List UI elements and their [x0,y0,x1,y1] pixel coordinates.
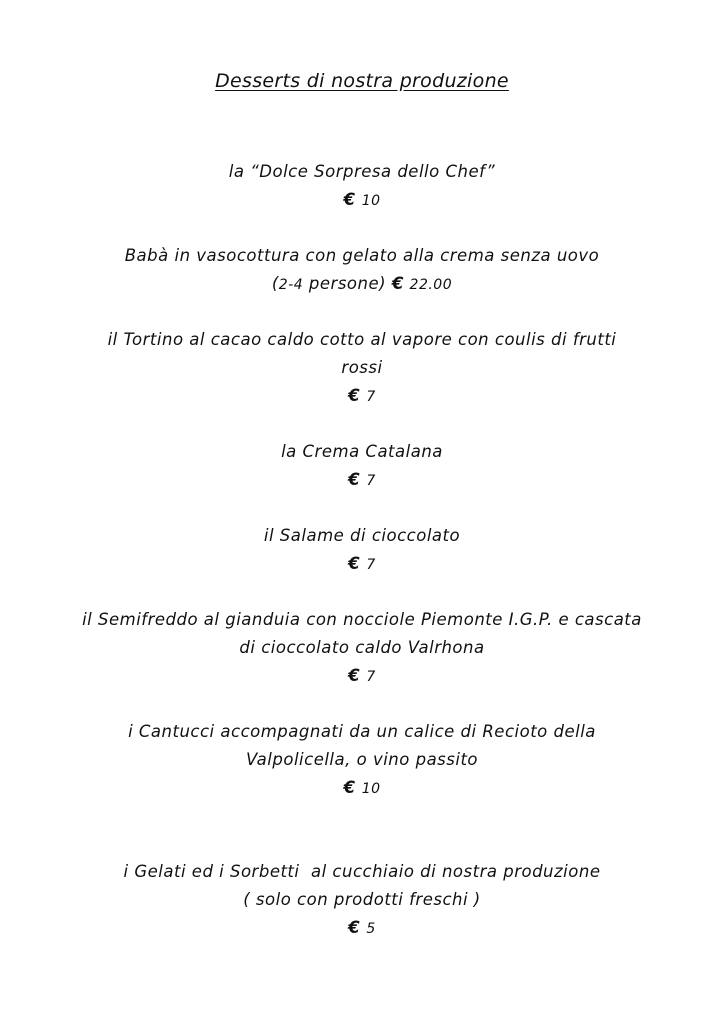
item-name: i Cantucci accompagnati da un calice di Recioto della [128,722,596,741]
currency-symbol: € [348,386,361,405]
menu-item [40,606,684,691]
item-name-cont: rossi [341,358,383,377]
menu-item [40,326,684,411]
currency-symbol: € [391,274,404,293]
item-name: la Crema Catalana [281,442,443,461]
price-value: 7 [366,389,376,405]
item-price [40,914,684,943]
item-name: il Semifreddo al gianduia con nocciole Piemonte I.G.P. e cascata [82,610,642,629]
serving-label: persone) [303,274,392,293]
item-price [40,186,684,215]
menu-title: Desserts di nostra produzione [215,70,509,92]
menu-item [40,242,684,299]
currency-symbol: € [348,554,361,573]
menu-item [40,858,684,943]
item-name-cont: di cioccolato caldo Valrhona [239,638,485,657]
price-value: 22.00 [409,277,453,293]
menu-item [40,522,684,579]
paren: ( [271,274,279,293]
menu-item [40,438,684,495]
price-value: 5 [366,921,376,937]
currency-symbol: € [348,918,361,937]
item-price [40,466,684,495]
item-price [40,550,684,579]
item-name-cont: ( solo con prodotti freschi ) [243,890,481,909]
item-name: la “Dolce Sorpresa dello Chef” [228,162,496,181]
serving-count: 2-4 [278,277,304,293]
item-name: il Tortino al cacao caldo cotto al vapore con coulis di frutti [107,330,617,349]
currency-symbol: € [343,190,356,209]
item-serving-price [40,270,684,299]
currency-symbol: € [343,778,356,797]
price-value: 10 [361,193,381,209]
item-name: i Gelati ed i Sorbetti al cucchiaio di nostra produzione [123,862,601,881]
menu-item [40,718,684,803]
item-price [40,774,684,803]
price-value: 7 [366,473,376,489]
item-name: Babà in vasocottura con gelato alla crema senza uovo [124,246,600,265]
price-value: 7 [366,669,376,685]
price-value: 7 [366,557,376,573]
item-name: il Salame di cioccolato [263,526,461,545]
currency-symbol: € [348,470,361,489]
item-name-cont: Valpolicella, o vino passito [245,750,479,769]
item-price [40,662,684,691]
price-value: 10 [361,781,381,797]
item-price [40,382,684,411]
menu-item [40,158,684,215]
currency-symbol: € [348,666,361,685]
